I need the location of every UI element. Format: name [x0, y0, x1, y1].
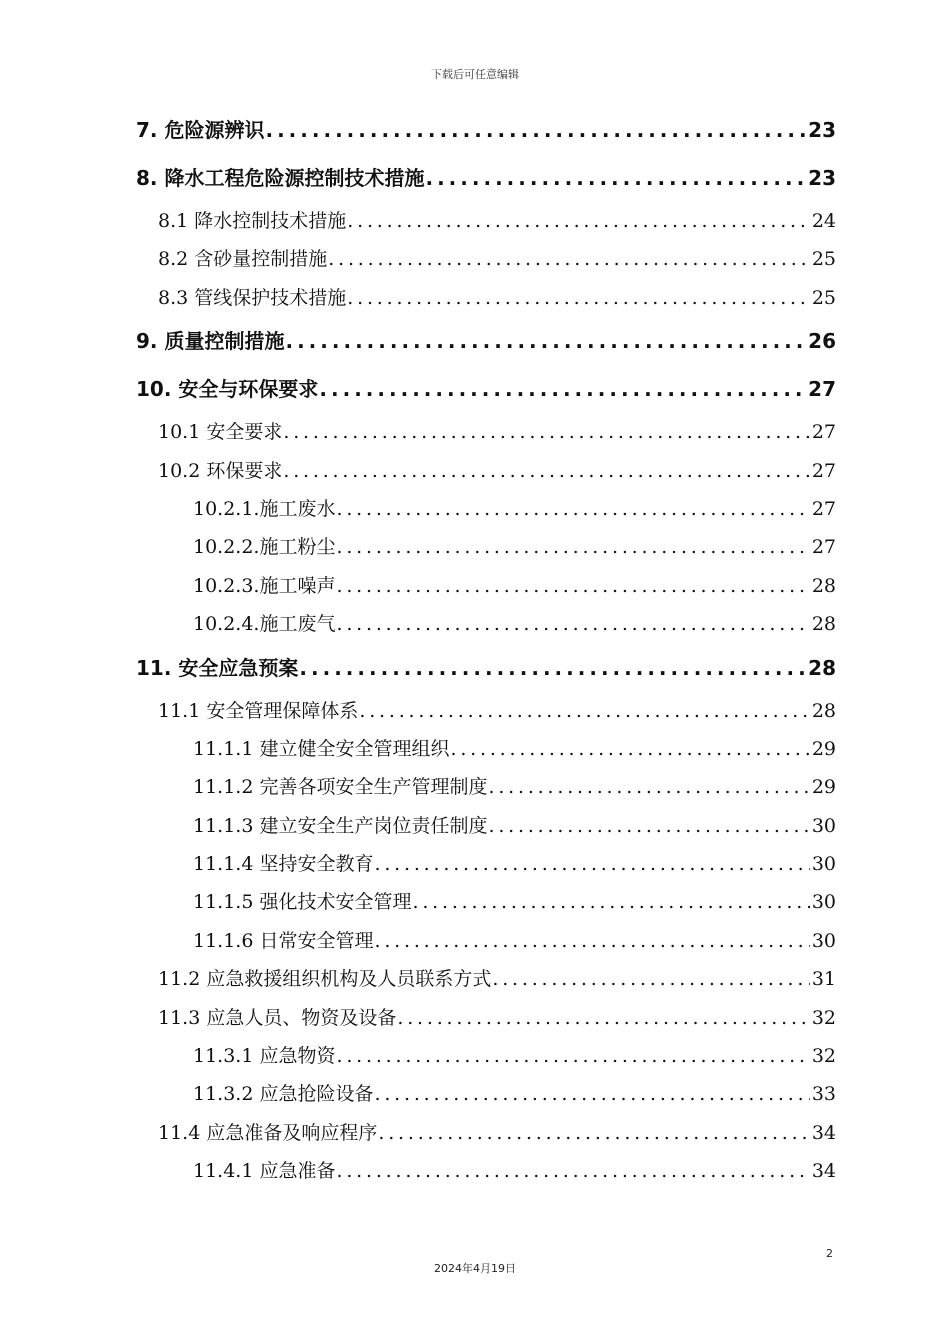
toc-entry-title: 9. 质量控制措施: [136, 329, 285, 354]
toc-entry-page: 32: [811, 1006, 836, 1029]
toc-dot-leader: [425, 154, 806, 202]
toc-entry-title: 11.4 应急准备及响应程序: [158, 1121, 378, 1144]
toc-dot-leader: [450, 730, 809, 768]
toc-entry-page: 27: [811, 536, 836, 559]
toc-entry-title: 11.2 应急救援组织机构及人员联系方式: [158, 968, 492, 991]
toc-dot-leader: [319, 365, 806, 413]
toc-entry[interactable]: [136, 202, 836, 240]
toc-entry[interactable]: [136, 240, 836, 278]
toc-entry-page: 30: [811, 929, 836, 952]
toc-entry-title: 8.3 管线保护技术措施: [158, 286, 347, 309]
toc-entry[interactable]: [136, 1075, 836, 1113]
toc-entry[interactable]: [136, 452, 836, 490]
toc-entry-title: 11.1.6 日常安全管理: [193, 929, 374, 952]
toc-entry[interactable]: [136, 1152, 836, 1190]
toc-entry-page: 28: [811, 574, 836, 597]
toc-entry-page: 32: [811, 1045, 836, 1068]
toc-entry[interactable]: [136, 365, 836, 413]
toc-entry[interactable]: [136, 922, 836, 960]
toc-entry-page: 27: [808, 377, 836, 402]
toc-dot-leader: [347, 279, 810, 317]
toc-dot-leader: [347, 202, 810, 240]
toc-entry-title: 10.2.1.施工废水: [193, 497, 336, 520]
toc-entry-title: 11.3.1 应急物资: [193, 1045, 336, 1068]
toc-entry[interactable]: [136, 106, 836, 154]
toc-entry-page: 28: [811, 613, 836, 636]
toc-entry[interactable]: [136, 768, 836, 806]
toc-entry-page: 31: [811, 968, 836, 991]
footer-date: 2024年4月19日: [434, 1262, 516, 1275]
toc-dot-leader: [488, 807, 809, 845]
toc-dot-leader: [336, 490, 809, 528]
toc-entry-page: 30: [811, 814, 836, 837]
toc-entry-page: 27: [811, 421, 836, 444]
toc-dot-leader: [336, 567, 809, 605]
toc-entry[interactable]: [136, 605, 836, 643]
toc-dot-leader: [374, 845, 809, 883]
toc-entry-page: 30: [811, 891, 836, 914]
toc-entry[interactable]: [136, 413, 836, 451]
toc-dot-leader: [378, 1114, 809, 1152]
toc-entry-title: 11.1.5 强化技术安全管理: [193, 891, 412, 914]
toc-entry[interactable]: [136, 279, 836, 317]
toc-dot-leader: [283, 413, 809, 451]
toc-entry-title: 8.2 含砂量控制措施: [158, 248, 328, 271]
toc-entry-page: 28: [811, 699, 836, 722]
toc-dot-leader: [336, 1152, 809, 1190]
toc-dot-leader: [265, 106, 806, 154]
toc-entry-page: 29: [811, 737, 836, 760]
toc-dot-leader: [374, 922, 809, 960]
toc-entry-page: 33: [811, 1083, 836, 1106]
toc-dot-leader: [397, 999, 809, 1037]
toc-dot-leader: [488, 768, 809, 806]
toc-entry[interactable]: [136, 317, 836, 365]
toc-entry-title: 11.1.1 建立健全安全管理组织: [193, 737, 450, 760]
page-number: 2: [826, 1247, 833, 1260]
toc-dot-leader: [299, 644, 806, 692]
toc-dot-leader: [285, 317, 806, 365]
toc-entry-title: 10. 安全与环保要求: [136, 377, 319, 402]
toc-entry-page: 27: [811, 497, 836, 520]
toc-dot-leader: [412, 883, 809, 921]
toc-entry-title: 11.1.2 完善各项安全生产管理制度: [193, 776, 488, 799]
toc-entry[interactable]: [136, 1037, 836, 1075]
toc-dot-leader: [336, 528, 809, 566]
toc-entry-title: 10.2 环保要求: [158, 459, 283, 482]
toc-entry[interactable]: [136, 644, 836, 692]
toc-entry-page: 24: [811, 210, 836, 232]
toc-entry-title: 11. 安全应急预案: [136, 655, 299, 680]
toc-dot-leader: [336, 1037, 809, 1075]
toc-entry[interactable]: [136, 807, 836, 845]
toc-dot-leader: [374, 1075, 809, 1113]
toc-dot-leader: [492, 960, 809, 998]
toc-entry-title: 8. 降水工程危险源控制技术措施: [136, 166, 425, 190]
toc-entry-title: 7. 危险源辨识: [136, 118, 265, 142]
toc-entry-page: 34: [811, 1160, 836, 1183]
toc-entry-title: 11.3 应急人员、物资及设备: [158, 1006, 397, 1029]
toc-entry-title: 10.1 安全要求: [158, 421, 283, 444]
toc-entry-page: 28: [808, 655, 836, 680]
toc-dot-leader: [336, 605, 809, 643]
toc-entry-title: 11.1 安全管理保障体系: [158, 699, 359, 722]
toc-entry-title: 11.3.2 应急抢险设备: [193, 1083, 374, 1106]
toc-entry-title: 11.1.3 建立安全生产岗位责任制度: [193, 814, 488, 837]
toc-entry-page: 27: [811, 459, 836, 482]
toc-entry-title: 8.1 降水控制技术措施: [158, 210, 347, 232]
toc-entry[interactable]: [136, 490, 836, 528]
toc-entry[interactable]: [136, 883, 836, 921]
toc-entry[interactable]: [136, 1114, 836, 1152]
toc-entry-title: 11.4.1 应急准备: [193, 1160, 336, 1183]
toc-entry[interactable]: [136, 999, 836, 1037]
toc-entry-page: 25: [811, 248, 836, 271]
toc-entry[interactable]: [136, 960, 836, 998]
toc-entry[interactable]: [136, 567, 836, 605]
toc-entry-page: 23: [808, 118, 836, 142]
toc-entry[interactable]: [136, 845, 836, 883]
toc-entry-page: 25: [811, 286, 836, 309]
toc-entry[interactable]: [136, 528, 836, 566]
toc-entry-page: 34: [811, 1121, 836, 1144]
toc-dot-leader: [328, 240, 810, 278]
toc-entry[interactable]: [136, 154, 836, 202]
toc-entry[interactable]: [136, 692, 836, 730]
toc-dot-leader: [359, 692, 809, 730]
table-of-contents: [136, 106, 836, 1191]
toc-entry-page: 26: [808, 329, 836, 354]
toc-dot-leader: [283, 452, 809, 490]
toc-entry-page: 30: [811, 853, 836, 876]
toc-entry-title: 10.2.3.施工噪声: [193, 574, 336, 597]
toc-entry-page: 23: [808, 166, 836, 190]
toc-entry-title: 10.2.4.施工废气: [193, 613, 336, 636]
toc-entry-title: 11.1.4 坚持安全教育: [193, 853, 374, 876]
toc-entry[interactable]: [136, 730, 836, 768]
toc-entry-title: 10.2.2.施工粉尘: [193, 536, 336, 559]
page-header: 下载后可任意编辑: [431, 68, 519, 81]
toc-entry-page: 29: [811, 776, 836, 799]
